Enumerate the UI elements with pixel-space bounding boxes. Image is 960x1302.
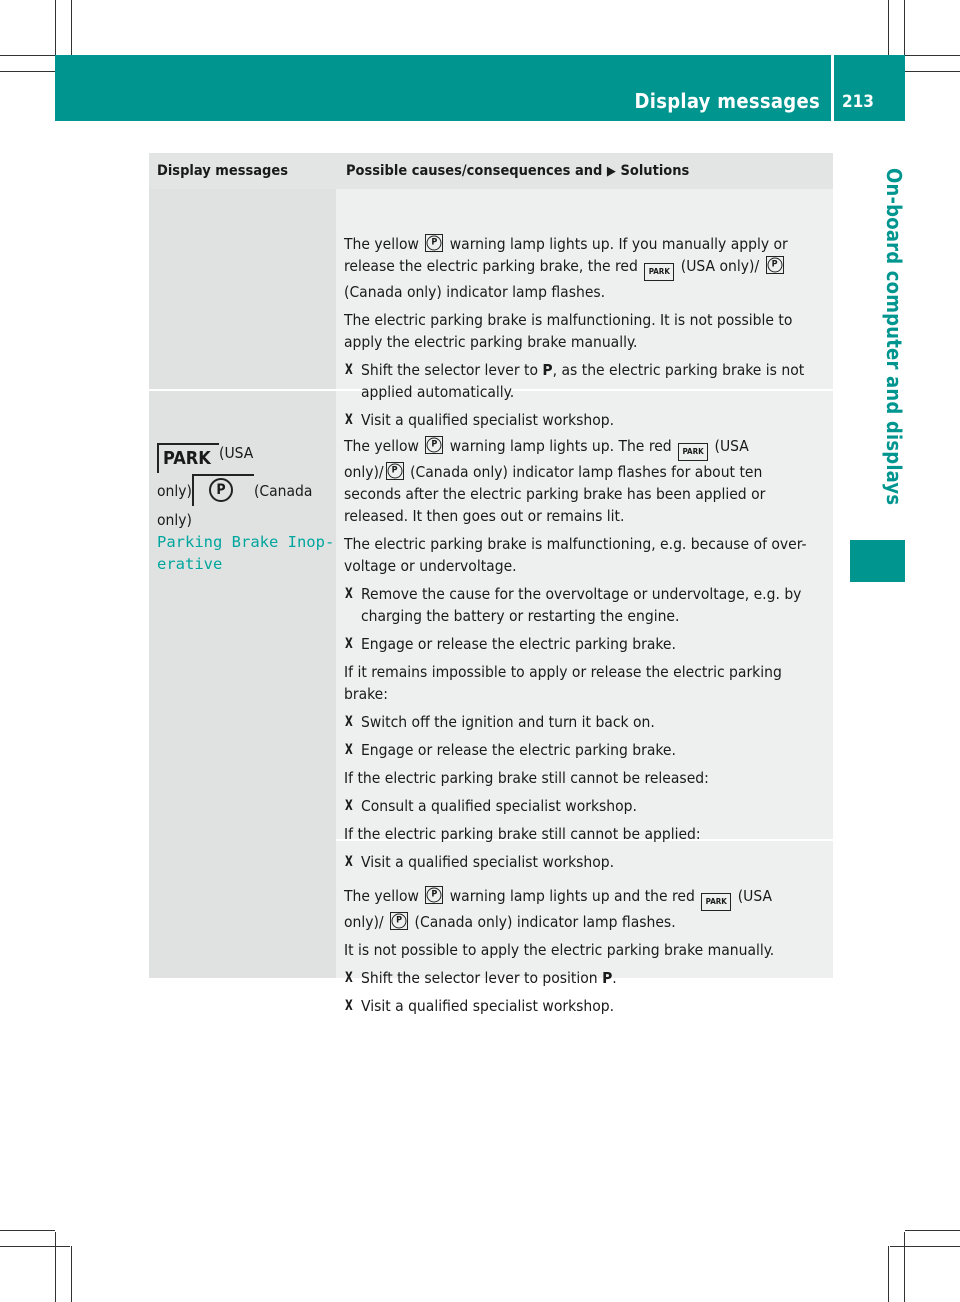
text: applied automatically. <box>361 383 515 401</box>
header-divider <box>831 55 834 121</box>
text: only)/ <box>344 463 384 481</box>
brake-warning-icon <box>192 474 254 506</box>
crop-mark <box>905 71 960 72</box>
column-header-causes-solutions <box>336 153 833 189</box>
table-row <box>344 885 774 1017</box>
text: Shift the selector lever to <box>361 361 538 379</box>
text: (USA <box>737 887 773 905</box>
row-separator <box>149 389 336 391</box>
display-messages-table <box>149 153 833 1015</box>
text: X Visit a qualified specialist workshop. <box>344 851 807 873</box>
crop-mark <box>0 71 55 72</box>
text: apply the electric parking brake manually. <box>344 333 638 351</box>
text: X Engage or release the electric parking brake. <box>344 633 807 655</box>
display-message-text: erative <box>157 555 223 573</box>
text: (USA <box>219 444 254 462</box>
crop-mark <box>905 1230 960 1231</box>
text: X Consult a qualified specialist workshop. <box>344 795 807 817</box>
text: X Visit a qualified specialist workshop. <box>344 995 774 1017</box>
text: warning lamp lights up. If you manually apply or <box>449 235 788 253</box>
park-icon: PARK <box>157 443 219 473</box>
crop-mark <box>71 1246 72 1302</box>
text: If the electric parking brake still cannot be released: <box>344 769 709 787</box>
text: The yellow <box>344 437 419 455</box>
crop-mark <box>0 1246 70 1247</box>
section-tab-marker <box>850 540 905 582</box>
text: warning lamp lights up. The red <box>449 437 672 455</box>
brake-warning-icon <box>425 436 443 454</box>
display-message-text: Parking Brake Inop‐ <box>157 533 335 551</box>
brake-warning-icon <box>425 234 443 252</box>
text: only) <box>157 511 192 529</box>
text: only)/ <box>344 913 384 931</box>
column-1-bg <box>149 189 336 978</box>
text: only) <box>157 482 192 500</box>
text: X Engage or release the electric parking brake. <box>344 739 807 761</box>
text: If it remains impossible to apply or release the electric parking <box>344 663 782 681</box>
brake-warning-icon <box>425 886 443 904</box>
crop-mark <box>890 1246 960 1247</box>
text: (Canada only) indicator lamp flashes for about ten <box>410 463 763 481</box>
column-header-display-messages: Display messages <box>157 163 289 179</box>
park-icon: PARK <box>701 893 731 911</box>
text: (USA only)/ <box>680 257 760 275</box>
park-icon: PARK <box>678 443 708 461</box>
text: It is not possible to apply the electric parking brake manually. <box>344 941 775 959</box>
crop-mark <box>904 1232 905 1302</box>
page-title: Display messages <box>634 89 820 113</box>
text: P <box>542 361 553 379</box>
text: X Visit a qualified specialist workshop. <box>344 409 804 431</box>
table-header <box>149 153 833 189</box>
text: The yellow <box>344 887 419 905</box>
crop-mark <box>888 1246 889 1302</box>
table-row <box>344 233 804 431</box>
text: voltage or undervoltage. <box>344 557 517 575</box>
text: The electric parking brake is malfunctioning, e.g. because of over- <box>344 535 807 553</box>
text: brake: <box>344 685 388 703</box>
text: If the electric parking brake still cannot be applied: <box>344 825 701 843</box>
park-icon: PARK <box>644 263 674 281</box>
text: , as the electric parking brake is not <box>552 361 805 379</box>
brake-warning-icon <box>386 462 404 480</box>
text: . <box>612 969 617 987</box>
text: P <box>602 969 613 987</box>
crop-mark <box>55 1232 56 1302</box>
brake-warning-icon <box>390 912 408 930</box>
text: released. It then goes out or remains lit. <box>344 507 625 525</box>
page-number: 213 <box>842 92 874 112</box>
text: X Switch off the ignition and turn it back on. <box>344 711 807 733</box>
display-message-cell <box>157 437 335 575</box>
text: The electric parking brake is malfunctioning. It is not possible to <box>344 311 793 329</box>
table-body <box>149 189 833 1015</box>
column-header-causes: Possible causes/consequences and <box>346 163 603 179</box>
text: warning lamp lights up and the red <box>449 887 695 905</box>
crop-mark <box>888 0 889 55</box>
crop-mark <box>0 1230 55 1231</box>
text: release the electric parking brake, the red <box>344 257 638 275</box>
text: Shift the selector lever to position <box>361 969 598 987</box>
text: (USA <box>714 437 749 455</box>
text: The yellow <box>344 235 419 253</box>
section-tab-label: On-board computer and displays <box>882 168 906 506</box>
text: (Canada <box>253 482 313 500</box>
column-header-solutions: Solutions <box>620 163 690 179</box>
text: seconds after the electric parking brake has been applied or <box>344 485 766 503</box>
text: (Canada only) indicator lamp flashes. <box>344 283 606 301</box>
table-row <box>344 435 807 873</box>
arrow-right-icon: ▶ <box>606 164 616 179</box>
crop-mark <box>71 0 72 55</box>
text: X Remove the cause for the overvoltage or undervoltage, e.g. by <box>344 583 807 605</box>
text: charging the battery or restarting the engine. <box>361 607 680 625</box>
text: (Canada only) indicator lamp flashes. <box>414 913 676 931</box>
brake-warning-icon <box>766 256 784 274</box>
